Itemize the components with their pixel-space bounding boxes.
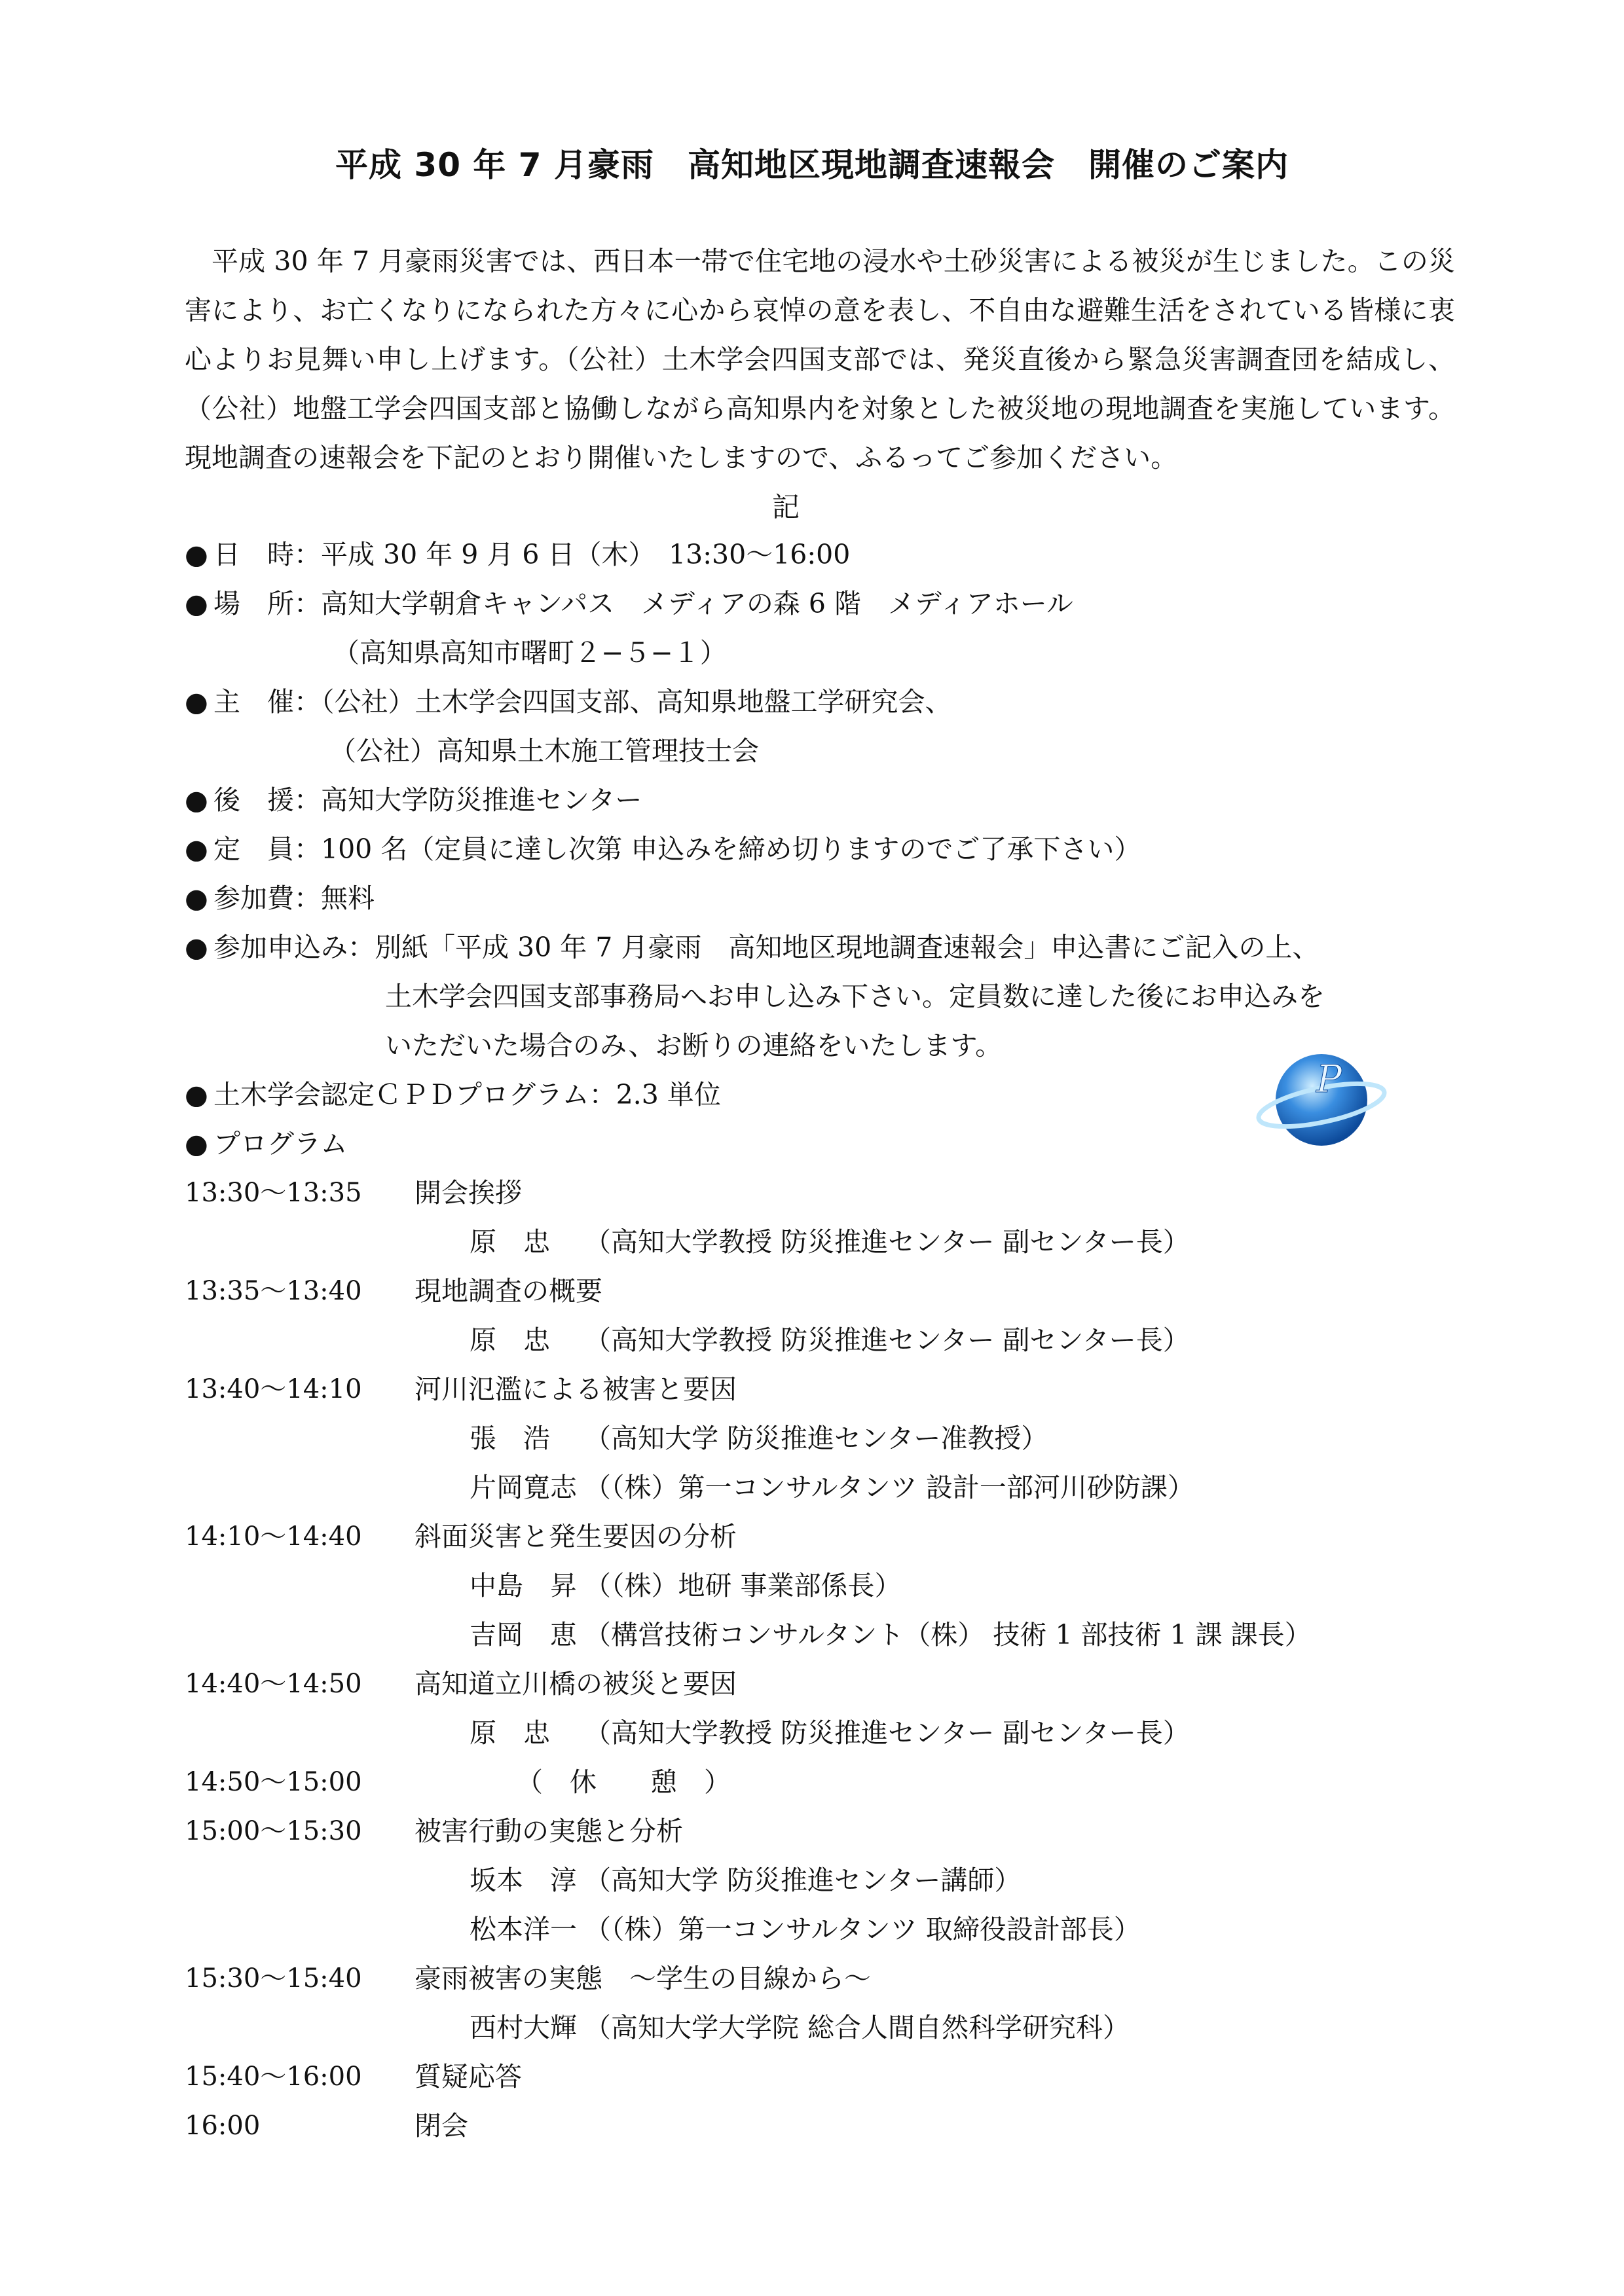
detail-venue-address: （高知県高知市曙町２−５−１） — [333, 637, 727, 668]
program-title: 閉会 — [415, 2110, 468, 2141]
detail-fee — [185, 882, 375, 915]
bullet-icon: ● — [185, 932, 208, 963]
speaker-affiliation: （構営技術コンサルタント（株） 技術 1 部技術 1 課 課長） — [584, 1619, 1312, 1650]
bullet-icon: ● — [185, 686, 208, 718]
bullet-icon: ● — [185, 784, 208, 816]
speaker-name: 張 浩 — [470, 1423, 550, 1454]
capacity-text: 定 員：100 名（定員に達し次第 申込みを締め切りますのでご了承下さい） — [213, 833, 1141, 865]
detail-apply-3: いただいた場合のみ、お断りの連絡をいたします。 — [385, 1030, 1003, 1061]
intro-paragraph — [185, 237, 1455, 483]
bullet-icon: ● — [185, 883, 208, 914]
program-speaker — [470, 1717, 1190, 1749]
venue-text: 場 所：高知大学朝倉キャンパス メディアの森 6 階 メディアホール — [213, 588, 1073, 619]
program-speaker — [470, 1913, 1141, 1946]
program-time: 14:10〜14:40 — [185, 1522, 362, 1552]
detail-support — [185, 784, 642, 816]
detail-apply-2: 土木学会四国支部事務局へお申し込み下さい。定員数に達した後にお申込みを — [385, 981, 1325, 1012]
program-title: （ 休 憩 ） — [516, 1766, 731, 1798]
program-speaker — [470, 1226, 1190, 1258]
bullet-icon: ● — [185, 1079, 208, 1110]
speaker-affiliation: （高知大学教授 防災推進センター 副センター長） — [584, 1226, 1190, 1258]
program-speaker — [470, 2011, 1130, 2044]
program-time: 13:30〜13:35 — [185, 1178, 362, 1208]
program-time: 15:00〜15:30 — [185, 1816, 362, 1846]
speaker-affiliation: （（株）第一コンサルタンツ 設計一部河川砂防課） — [584, 1472, 1194, 1503]
program-title: 豪雨被害の実態 〜学生の目線から〜 — [415, 1963, 871, 1994]
bullet-icon: ● — [185, 833, 208, 865]
speaker-name: 坂本 淳 — [470, 1865, 577, 1896]
speaker-name: 中島 昇 — [470, 1570, 577, 1601]
program-time: 15:30〜15:40 — [185, 1963, 362, 1994]
organizer-text: 主 催：（公社）土木学会四国支部、高知県地盤工学研究会、 — [213, 686, 952, 718]
page-title: 平成 30 年 7 月豪雨 高知地区現地調査速報会 開催のご案内 — [335, 146, 1289, 184]
speaker-name: 片岡寛志 — [470, 1472, 577, 1503]
support-text: 後 援：高知大学防災推進センター — [213, 784, 642, 816]
speaker-name: 原 忠 — [470, 1324, 550, 1356]
cpd-text: 土木学会認定ＣＰＤプログラム：2.3 単位 — [213, 1079, 721, 1110]
logo-letter: P — [1316, 1057, 1342, 1101]
program-title: 高知道立川橋の被災と要因 — [415, 1668, 737, 1700]
speaker-affiliation: （高知大学 防災推進センター講師） — [584, 1865, 1022, 1896]
program-title: 現地調査の概要 — [415, 1275, 602, 1307]
intro-text: 平成 30 年 7 月豪雨災害では、西日本一帯で住宅地の浸水や土砂災害による被災が生じました。この災害により、お亡くなりになられた方々に心から哀悼の意を表し、不自由な避難生活をされている皆様に衷心よりお見舞い申し上げます。（公社）土木学会四国支部では、発災直後から緊急災害調査団を結成し、（公社）地盤工学会四国支部と協働しながら高知県内を対象とした被災地の現地調査を実施しています。現地調査の速報会を下記のとおり開催いたしますので、ふるってご参加ください。 — [185, 246, 1455, 473]
detail-organizer-2: （公社）高知県土木施工管理技士会 — [329, 735, 759, 767]
speaker-affiliation: （高知大学教授 防災推進センター 副センター長） — [584, 1324, 1190, 1356]
speaker-name: 吉岡 恵 — [470, 1619, 577, 1650]
cpd-globe-logo — [1256, 1048, 1390, 1152]
detail-venue — [185, 587, 1073, 620]
detail-cpd — [185, 1078, 721, 1111]
program-speaker — [470, 1471, 1194, 1504]
program-time: 13:40〜14:10 — [185, 1374, 362, 1404]
detail-datetime — [185, 538, 850, 571]
fee-text: 参加費：無料 — [213, 883, 375, 914]
apply-text: 参加申込み：別紙「平成 30 年 7 月豪雨 高知地区現地調査速報会」申込書にご記入の上、 — [213, 932, 1320, 963]
program-time: 14:50〜15:00 — [185, 1767, 362, 1797]
program-time: 15:40〜16:00 — [185, 2062, 362, 2092]
bullet-icon: ● — [185, 539, 208, 570]
speaker-affiliation: （高知大学教授 防災推進センター 副センター長） — [584, 1717, 1190, 1749]
program-title: 開会挨拶 — [415, 1177, 522, 1209]
speaker-name: 原 忠 — [470, 1226, 550, 1258]
detail-capacity — [185, 833, 1141, 866]
program-label: プログラム — [213, 1128, 348, 1159]
ki-heading: 記 — [771, 491, 800, 523]
program-time: 14:40〜14:50 — [185, 1669, 362, 1699]
program-speaker — [470, 1569, 902, 1602]
program-title: 河川氾濫による被害と要因 — [415, 1374, 737, 1405]
speaker-affiliation: （高知大学 防災推進センター准教授） — [584, 1423, 1048, 1454]
speaker-name: 松本洋一 — [470, 1914, 577, 1945]
bullet-icon: ● — [185, 588, 208, 619]
speaker-affiliation: （（株）第一コンサルタンツ 取締役設計部長） — [584, 1914, 1141, 1945]
detail-organizer — [185, 685, 952, 718]
detail-apply — [185, 931, 1319, 964]
program-speaker — [470, 1618, 1312, 1651]
speaker-name: 西村大輝 — [470, 2012, 577, 2043]
program-title: 質疑応答 — [415, 2061, 522, 2092]
speaker-affiliation: （（株）地研 事業部係長） — [584, 1570, 902, 1601]
speaker-affiliation: （高知大学大学院 総合人間自然科学研究科） — [584, 2012, 1130, 2043]
program-heading — [185, 1127, 348, 1160]
program-title: 斜面災害と発生要因の分析 — [415, 1521, 737, 1552]
program-speaker — [470, 1422, 1048, 1455]
program-time: 16:00 — [185, 2111, 261, 2141]
program-title: 被害行動の実態と分析 — [415, 1815, 683, 1847]
datetime-text: 日 時：平成 30 年 9 月 6 日（木） 13:30〜16:00 — [213, 539, 851, 570]
program-time: 13:35〜13:40 — [185, 1276, 362, 1306]
program-speaker — [470, 1864, 1021, 1897]
speaker-name: 原 忠 — [470, 1717, 550, 1749]
bullet-icon: ● — [185, 1128, 208, 1159]
program-speaker — [470, 1324, 1190, 1357]
